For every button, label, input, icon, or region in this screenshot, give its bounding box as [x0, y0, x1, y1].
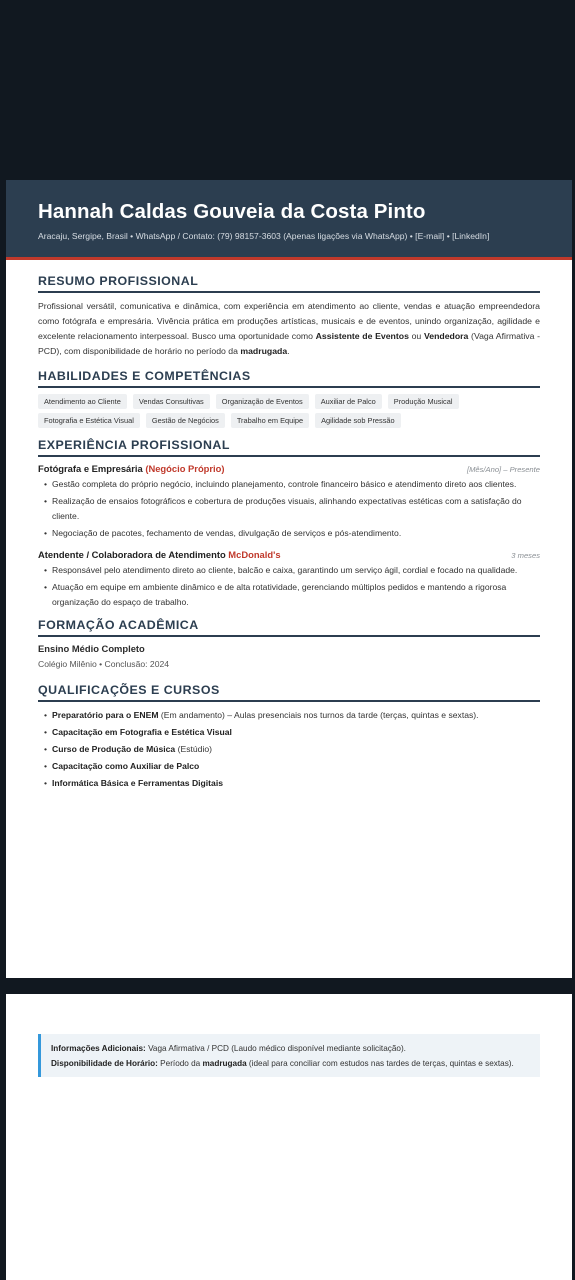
qualification-name: Informática Básica e Ferramentas Digitais [52, 778, 223, 788]
summary-highlight: Assistente de Eventos [315, 331, 409, 341]
availability-text: (ideal para conciliar com estudos nas tardes de terças, quintas e sextas). [246, 1059, 514, 1068]
additional-info-label: Informações Adicionais: [51, 1044, 146, 1053]
summary-part: (Vaga Afirmativa - PCD), com disponibilidade de horário no período da [38, 331, 540, 356]
candidate-name: Hannah Caldas Gouveia da Costa Pinto [38, 200, 426, 223]
section-title-experience: EXPERIÊNCIA PROFISSIONAL [38, 438, 540, 457]
summary-part: Profissional versátil, comunicativa e dinâmica, com experiência em atendimento ao cliente, vendas e atuação empreendedora como fotógrafa e empresária. Vivência prática em produções artísticas, musicais e de eventos, unindo organização, agilidade e excelente relacionamento interpessoal. Busco uma oportunidade como [38, 301, 540, 341]
availability-highlight: madrugada [202, 1059, 247, 1068]
skill-chip: Atendimento ao Cliente [38, 394, 127, 409]
resume-header [6, 180, 572, 260]
resume-content [6, 260, 572, 791]
job-bullet: • Negociação de pacotes, fechamento de vendas, divulgação de serviços e pós-atendimento. [44, 526, 540, 541]
skill-chip: Trabalho em Equipe [231, 413, 309, 428]
skill-chip: Produção Musical [388, 394, 459, 409]
job-bullets [38, 477, 540, 541]
availability-text: Período da [157, 1059, 203, 1068]
resume-page-1 [6, 180, 572, 978]
job-title [38, 549, 281, 560]
job-bullet: • Atuação em equipe em ambiente dinâmico e de alta rotatividade, gerenciando múltiplos pedidos e mantendo a rigorosa organização do espaço de trabalho. [44, 580, 540, 610]
skill-chip: Agilidade sob Pressão [315, 413, 401, 428]
job-period: [Mês/Ano] – Presente [466, 465, 540, 474]
job-bullet: • Realização de ensaios fotográficos e cobertura de produções visuais, alinhando expectativas estéticas com a satisfação do cliente. [44, 494, 540, 524]
availability-line [51, 1056, 530, 1071]
job-bullet: • Responsável pelo atendimento direto ao cliente, balcão e caixa, garantindo um serviço ágil, cordial e focado na qualidade. [44, 563, 540, 578]
qualification-name: Capacitação em Fotografia e Estética Visual [52, 727, 232, 737]
additional-info-line [51, 1041, 530, 1056]
section-title-skills: HABILIDADES E COMPETÊNCIAS [38, 369, 540, 388]
job-role: Fotógrafa e Empresária [38, 463, 146, 474]
job-bullet: • Gestão completa do próprio negócio, incluindo planejamento, controle financeiro básico e atendimento direto aos clientes. [44, 477, 540, 492]
job-role: Atendente / Colaboradora de Atendimento [38, 549, 229, 560]
summary-part: ou [408, 331, 424, 341]
skill-chip: Organização de Eventos [216, 394, 309, 409]
additional-info-box [38, 1034, 540, 1077]
additional-info-text: Vaga Afirmativa / PCD (Laudo médico disponível mediante solicitação). [145, 1044, 406, 1053]
job-company: McDonald's [228, 549, 281, 560]
skill-chip: Gestão de Negócios [146, 413, 225, 428]
availability-label: Disponibilidade de Horário: [51, 1059, 158, 1068]
job-title [38, 463, 225, 474]
qualification-name: Capacitação como Auxiliar de Palco [52, 761, 200, 771]
section-title-summary: RESUMO PROFISSIONAL [38, 274, 540, 293]
job-header [38, 549, 540, 560]
job-bullets [38, 563, 540, 610]
contact-line: Aracaju, Sergipe, Brasil • WhatsApp / Contato: (79) 98157-3603 (Apenas ligações via WhatsApp) • [E-mail] • [LinkedIn] [38, 231, 490, 241]
section-title-education: FORMAÇÃO ACADÊMICA [38, 618, 540, 637]
education-school: Colégio Milênio • Conclusão: 2024 [38, 659, 170, 669]
education-degree: Ensino Médio Completo [38, 643, 145, 654]
job-period: 3 meses [511, 551, 540, 560]
summary-highlight: madrugada [240, 346, 288, 356]
qualification-name: Curso de Produção de Música [52, 744, 176, 754]
skills-list [38, 394, 540, 428]
qualification-item [44, 725, 540, 740]
skill-chip: Fotografia e Estética Visual [38, 413, 140, 428]
qualification-detail: (Em andamento) – Aulas presenciais nos turnos da tarde (terças, quintas e sextas). [158, 710, 479, 720]
summary-highlight: Vendedora [423, 331, 469, 341]
summary-text [38, 299, 540, 359]
job-company: (Negócio Próprio) [145, 463, 225, 474]
qualification-detail: (Estúdio) [175, 744, 212, 754]
qualifications-list [38, 708, 540, 791]
qualification-name: Preparatório para o ENEM [52, 710, 159, 720]
skill-chip: Vendas Consultivas [133, 394, 210, 409]
resume-page-2 [6, 994, 572, 1280]
summary-part: . [287, 346, 290, 356]
skill-chip: Auxiliar de Palco [315, 394, 382, 409]
section-title-qualifications: QUALIFICAÇÕES E CURSOS [38, 683, 540, 702]
qualification-item [44, 742, 540, 757]
qualification-item [44, 776, 540, 791]
qualification-item [44, 759, 540, 774]
qualification-item [44, 708, 540, 723]
job-header [38, 463, 540, 474]
